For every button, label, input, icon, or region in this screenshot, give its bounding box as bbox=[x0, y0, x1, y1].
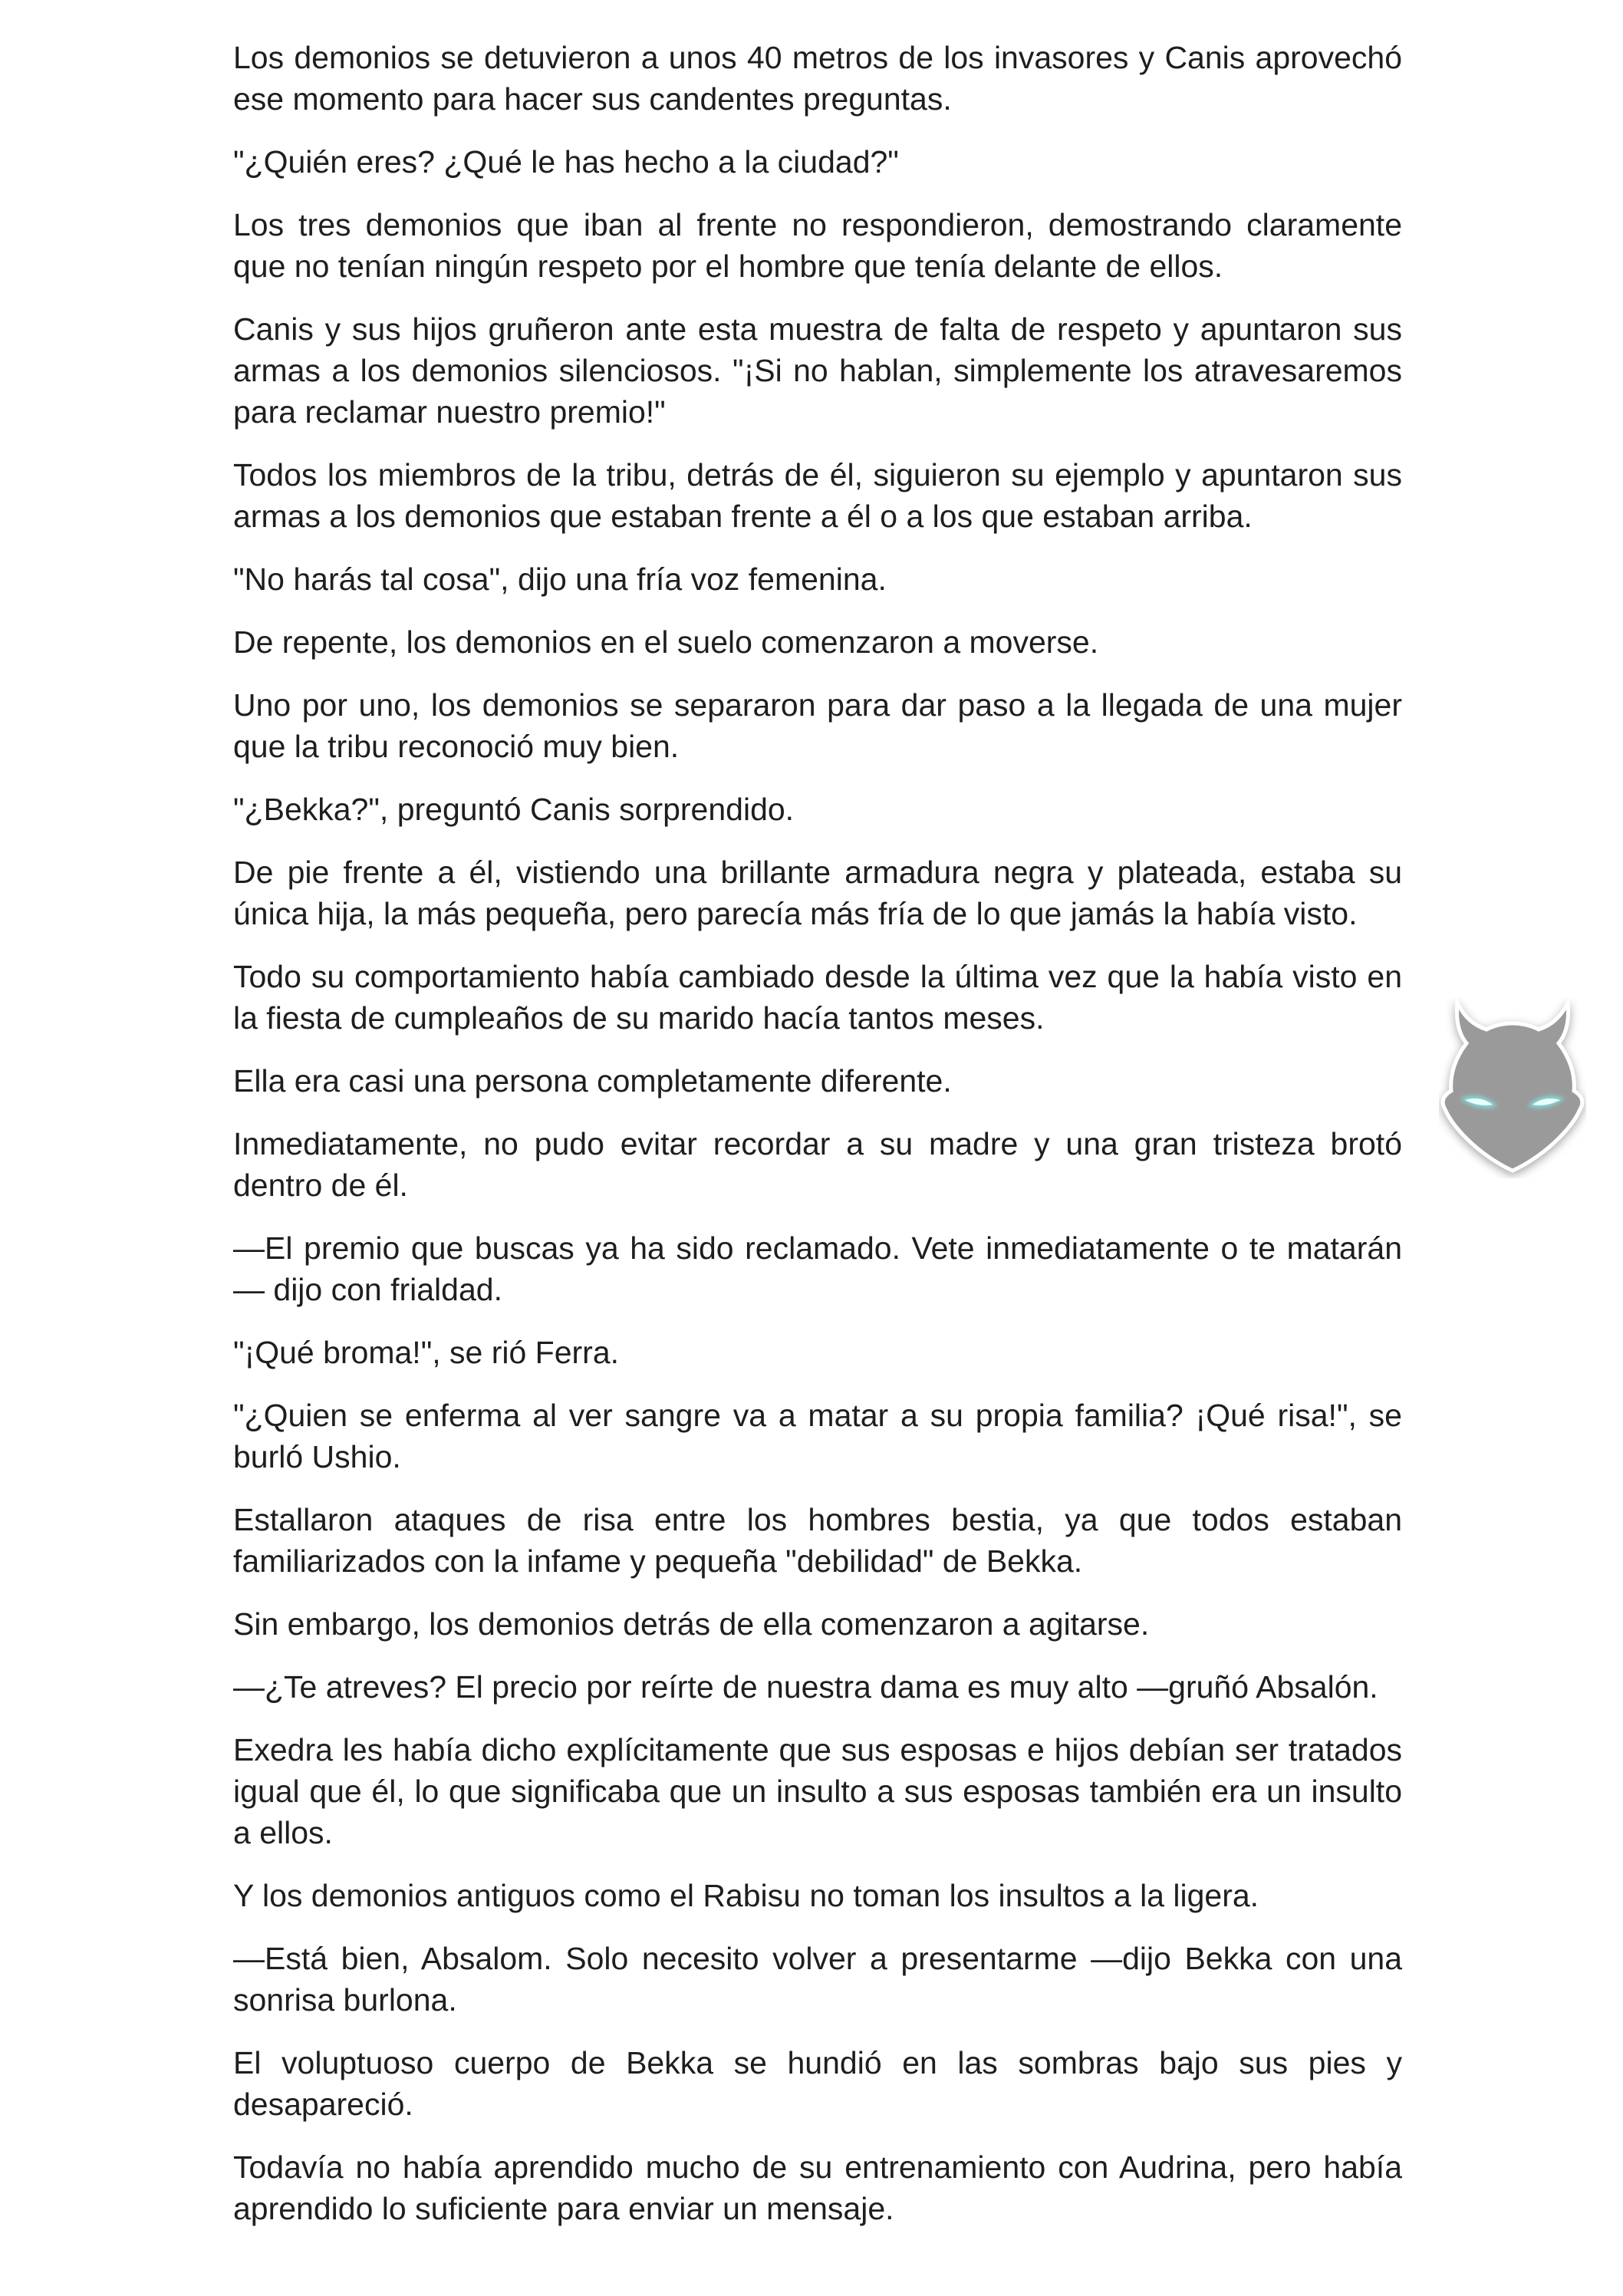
paragraph-3: Los tres demonios que iban al frente no respondieron, demostrando claramente que no tenían ningún respeto por el hombre que tenía delante de ellos. bbox=[233, 207, 1402, 284]
paragraph-18: Sin embargo, los demonios detrás de ella comenzaron a agitarse. bbox=[233, 1606, 1150, 1642]
paragraph-8: Uno por uno, los demonios se separaron para dar paso a la llegada de una mujer que la tribu reconoció muy bien. bbox=[233, 687, 1402, 764]
paragraph-19: —¿Te atreves? El precio por reírte de nuestra dama es muy alto —gruñó Absalón. bbox=[233, 1669, 1378, 1705]
paragraph-13: Inmediatamente, no pudo evitar recordar a su madre y una gran tristeza brotó dentro de él. bbox=[233, 1126, 1402, 1203]
document-page bbox=[233, 37, 1402, 2251]
paragraph-1: Los demonios se detuvieron a unos 40 metros de los invasores y Canis aprovechó ese momento para hacer sus candentes preguntas. bbox=[233, 40, 1402, 117]
paragraph-15: "¡Qué broma!", se rió Ferra. bbox=[233, 1335, 620, 1370]
paragraph-17: Estallaron ataques de risa entre los hombres bestia, ya que todos estaban familiarizados con la infame y pequeña "debilidad" de Bekka. bbox=[233, 1502, 1402, 1579]
demon-head-icon bbox=[1439, 997, 1586, 1178]
paragraph-6: "No harás tal cosa", dijo una fría voz femenina. bbox=[233, 562, 887, 597]
paragraph-20: Exedra les había dicho explícitamente que sus esposas e hijos debían ser tratados igual que él, lo que significaba que un insulto a sus esposas también era un insulto a ellos. bbox=[233, 1732, 1402, 1850]
paragraph-12: Ella era casi una persona completamente diferente. bbox=[233, 1063, 952, 1099]
paragraph-2: "¿Quién eres? ¿Qué le has hecho a la ciudad?" bbox=[233, 144, 899, 180]
paragraph-24: Todavía no había aprendido mucho de su entrenamiento con Audrina, pero había aprendido lo suficiente para enviar un mensaje. bbox=[233, 2149, 1402, 2226]
paragraph-14: —El premio que buscas ya ha sido reclamado. Vete inmediatamente o te matarán — dijo con frialdad. bbox=[233, 1230, 1402, 1307]
paragraph-22: —Está bien, Absalom. Solo necesito volver a presentarme —dijo Bekka con una sonrisa burlona. bbox=[233, 1941, 1402, 2018]
paragraph-23: El voluptuoso cuerpo de Bekka se hundió en las sombras bajo sus pies y desapareció. bbox=[233, 2045, 1402, 2122]
paragraph-16: "¿Quien se enferma al ver sangre va a matar a su propia familia? ¡Qué risa!", se burló Ushio. bbox=[233, 1398, 1402, 1474]
paragraph-9: "¿Bekka?", preguntó Canis sorprendido. bbox=[233, 792, 795, 827]
paragraph-21: Y los demonios antiguos como el Rabisu no toman los insultos a la ligera. bbox=[233, 1878, 1259, 1913]
paragraph-4: Canis y sus hijos gruñeron ante esta muestra de falta de respeto y apuntaron sus armas a los demonios silenciosos. "¡Si no hablan, simplemente los atravesaremos para reclamar nuestro premio!" bbox=[233, 311, 1402, 430]
demon-head-watermark bbox=[1439, 997, 1586, 1178]
paragraph-11: Todo su comportamiento había cambiado desde la última vez que la había visto en la fiesta de cumpleaños de su marido hacía tantos meses. bbox=[233, 959, 1402, 1036]
paragraph-10: De pie frente a él, vistiendo una brillante armadura negra y plateada, estaba su única hija, la más pequeña, pero parecía más fría de lo que jamás la había visto. bbox=[233, 855, 1402, 931]
paragraph-7: De repente, los demonios en el suelo comenzaron a moverse. bbox=[233, 624, 1099, 660]
paragraph-5: Todos los miembros de la tribu, detrás de él, siguieron su ejemplo y apuntaron sus armas a los demonios que estaban frente a él o a los que estaban arriba. bbox=[233, 457, 1402, 534]
